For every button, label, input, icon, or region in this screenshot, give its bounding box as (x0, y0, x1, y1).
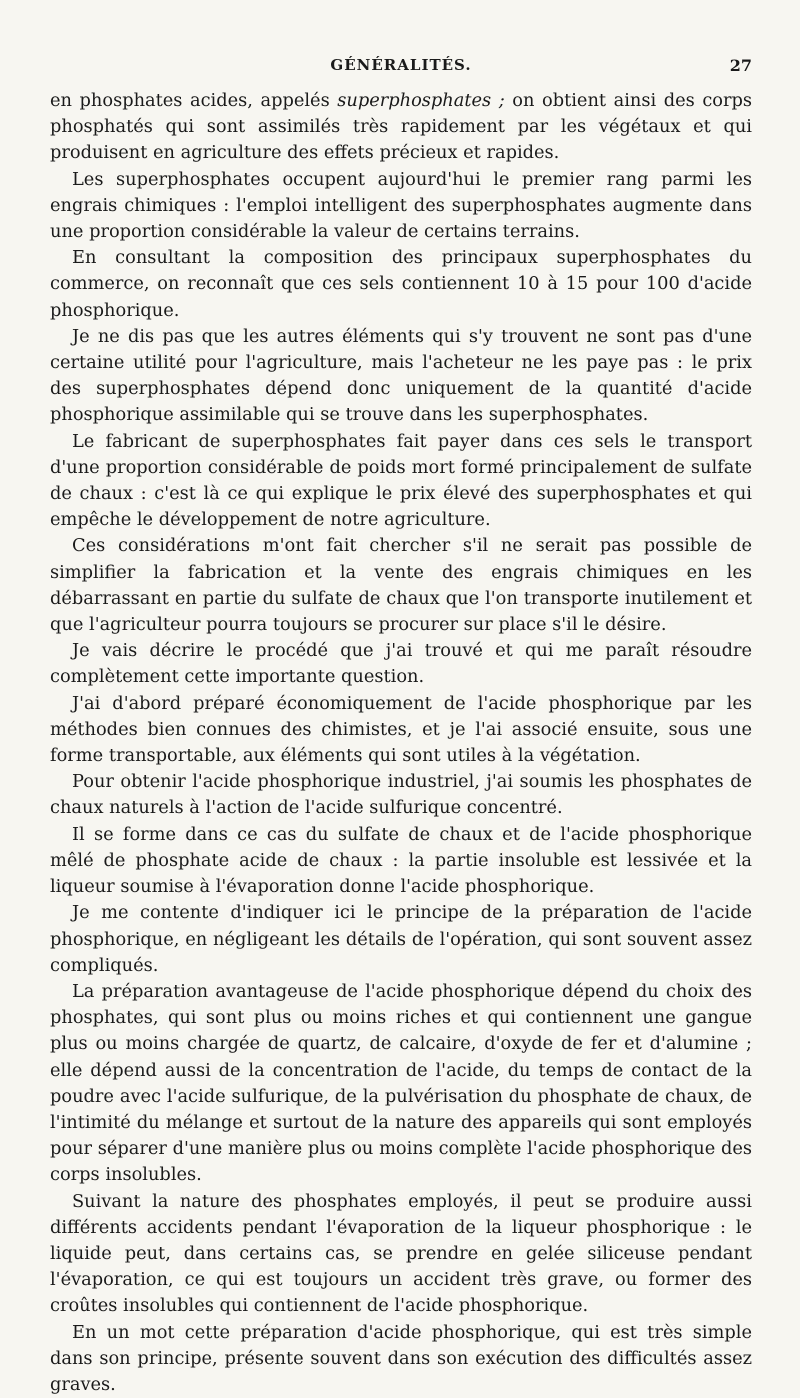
paragraph: Suivant la nature des phosphates employés, il peut se produire aussi différents accidents pendant l'évaporation de la liqueur phosphorique : le liquide peut, dans certains cas, se prendre en gelée siliceuse pendant l'évaporation, ce qui est toujours un accident très grave, ou former des croûtes insolubles qui contiennent de l'acide phosphorique. (50, 1190, 752, 1317)
paragraph: En un mot cette préparation d'acide phosphorique, qui est très simple dans son principe, présente souvent dans son exécution des difficultés assez graves. (50, 1321, 752, 1395)
paragraph: Il se forme dans ce cas du sulfate de chaux et de l'acide phosphorique mêlé de phosphate acide de chaux : la partie insoluble est lessivée et la liqueur soumise à l'évaporation donne l'acide phosphorique. (50, 823, 752, 898)
paragraph-text: en phosphates acides, appelés (50, 90, 338, 111)
running-title: GÉNÉRALITÉS. (330, 56, 472, 74)
paragraph: Pour obtenir l'acide phosphorique industriel, j'ai soumis les phosphates de chaux naturels à l'action de l'acide sulfurique concentré. (50, 771, 752, 819)
paragraph: Je vais décrire le procédé que j'ai trouvé et qui me paraît résoudre complètement cette importante question. (50, 640, 752, 688)
paragraph: Je ne dis pas que les autres éléments qui s'y trouvent ne sont pas d'une certaine utilité pour l'agriculture, mais l'acheteur ne les paye pas : le prix des superphosphates dépend donc uniquement de la quantité d'acide phosphorique assimilable qui se trouve dans les superphosphates. (50, 325, 752, 426)
paragraph: Ces considérations m'ont fait chercher s'il ne serait pas possible de simplifier la fabrication et la vente des engrais chimiques en les débarrassant en partie du sulfate de chaux que l'on transporte inutilement et que l'agriculteur pourra toujours se procurer sur place s'il le désire. (50, 535, 752, 636)
page-number: 27 (729, 56, 752, 75)
body-text (50, 88, 752, 1398)
paragraph-text: on obtient ainsi des corps phosphatés qui sont assimilés très rapidement par les végétaux et qui produisent en agriculture des effets précieux et rapides. (50, 90, 752, 164)
paragraph: Les superphosphates occupent aujourd'hui le premier rang parmi les engrais chimiques : l'emploi intelligent des superphosphates augmente dans une proportion considérable la valeur de certains terrains. (50, 168, 752, 243)
paragraph: Le fabricant de superphosphates fait payer dans ces sels le transport d'une proportion considérable de poids mort formé principalement de sulfate de chaux : c'est là ce qui explique le prix élevé des superphosphates et qui empêche le développement de notre agriculture. (50, 430, 752, 531)
page-header (50, 56, 752, 82)
paragraph: J'ai d'abord préparé économiquement de l'acide phosphorique par les méthodes bien connues des chimistes, et je l'ai associé ensuite, sous une forme transportable, aux éléments qui sont utiles à la végétation. (50, 692, 752, 767)
italic-term: superphosphates ; (337, 90, 505, 111)
paragraph: En consultant la composition des principaux superphosphates du commerce, on reconnaît que ces sels contiennent 10 à 15 pour 100 d'acide phosphorique. (50, 247, 752, 321)
paragraph: Je me contente d'indiquer ici le principe de la préparation de l'acide phosphorique, en négligeant les détails de l'opération, qui sont souvent assez compliqués. (50, 902, 752, 976)
paragraph (50, 88, 752, 167)
paragraph: La préparation avantageuse de l'acide phosphorique dépend du choix des phosphates, qui sont plus ou moins riches et qui contiennent une gangue plus ou moins chargée de quartz, de calcaire, d'oxyde de fer et d'alumine ; elle dépend aussi de la concentration de l'acide, du temps de contact de la poudre avec l'acide sulfurique, de la pulvérisation du phosphate de chaux, de l'intimité du mélange et surtout de la nature des appareils qui sont employés pour séparer d'une manière plus ou moins complète l'acide phosphorique des corps insolubles. (50, 980, 752, 1186)
